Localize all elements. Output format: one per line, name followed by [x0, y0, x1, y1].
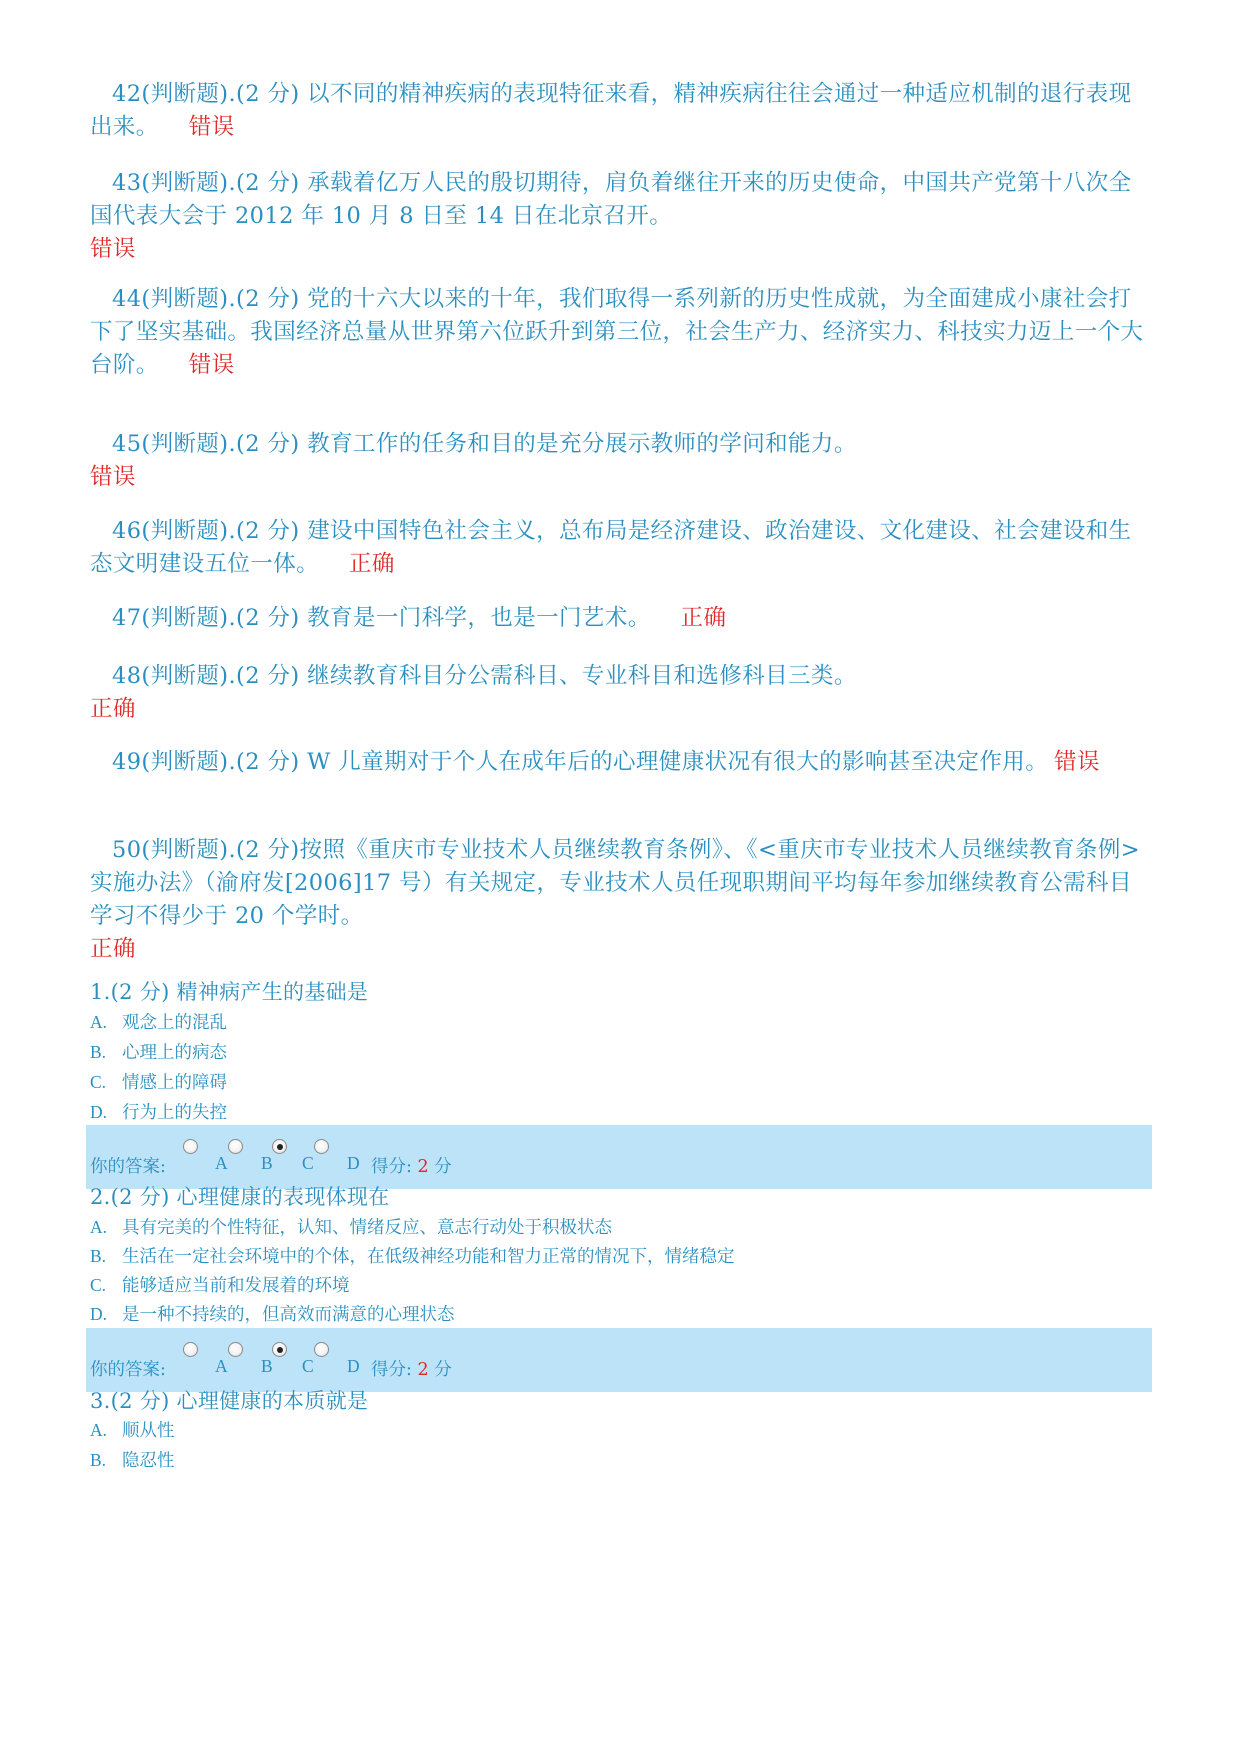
radio-d[interactable] [314, 1139, 329, 1154]
answer-text: 错误 [188, 114, 235, 140]
judgment-question-42 [90, 78, 1150, 144]
judgment-question-50 [90, 834, 1150, 966]
radio-label-d: D [347, 1153, 360, 1173]
score-value: 2 [417, 1360, 429, 1380]
radio-c-selected[interactable] [272, 1342, 287, 1357]
radio-label-a: A [215, 1153, 228, 1173]
answer-text: 错误 [90, 464, 136, 490]
answer-bar [86, 1125, 1152, 1189]
option-a: A. 具有完美的个性特征，认知、情绪反应、意志行动处于积极状态 [90, 1217, 612, 1238]
radio-label-d: D [347, 1356, 360, 1376]
mc-question-3: 3.(2 分) 心理健康的本质就是 [90, 1389, 369, 1413]
score: 得分: 2 分 [371, 1157, 452, 1177]
question-text: 46(判断题).(2 分) 建设中国特色社会主义，总布局是经济建设、政治建设、文化建设、社会建设和生态文明建设五位一体。 [90, 518, 1132, 577]
judgment-question-49 [90, 746, 1150, 779]
option-b: B. 生活在一定社会环境中的个体，在低级神经功能和智力正常的情况下，情绪稳定 [90, 1246, 735, 1267]
answer-text: 正确 [90, 696, 136, 722]
option-c: C. 能够适应当前和发展着的环境 [90, 1275, 350, 1296]
question-text: 44(判断题).(2 分) 党的十六大以来的十年，我们取得一系列新的历史性成就，为全面建成小康社会打下了坚实基础。我国经济总量从世界第六位跃升到第三位，社会生产力、经济实力、科技实力迈上一个大台阶。 [90, 286, 1144, 378]
answer-text: 错误 [1054, 749, 1100, 775]
answer-text: 正确 [90, 936, 136, 962]
score-value: 2 [417, 1157, 429, 1177]
question-text: 48(判断题).(2 分) 继续教育科目分公需科目、专业科目和选修科目三类。 [112, 663, 857, 689]
question-text: 42(判断题).(2 分) 以不同的精神疾病的表现特征来看，精神疾病往往会通过一种适应机制的退行表现出来。 [90, 81, 1132, 140]
option-d: D. 行为上的失控 [90, 1102, 227, 1123]
answer-text: 错误 [188, 352, 235, 378]
answer-text: 正确 [680, 605, 727, 631]
option-d: D. 是一种不持续的，但高效而满意的心理状态 [90, 1304, 455, 1325]
option-a: A. 顺从性 [90, 1420, 175, 1441]
mc-question-1: 1.(2 分) 精神病产生的基础是 [90, 980, 369, 1004]
judgment-question-48 [90, 660, 1150, 726]
radio-d[interactable] [314, 1342, 329, 1357]
radio-b[interactable] [228, 1342, 243, 1357]
question-text: 47(判断题).(2 分) 教育是一门科学，也是一门艺术。 [112, 605, 651, 631]
radio-label-c: C [302, 1153, 314, 1173]
radio-label-a: A [215, 1356, 228, 1376]
option-a: A. 观念上的混乱 [90, 1012, 227, 1033]
answer-bar [86, 1328, 1152, 1392]
judgment-question-44 [90, 283, 1150, 382]
judgment-question-45 [90, 428, 1150, 494]
judgment-question-46 [90, 515, 1150, 581]
answer-text: 错误 [90, 236, 136, 262]
question-text: 49(判断题).(2 分) W 儿童期对于个人在成年后的心理健康状况有很大的影响甚至决定作用。 [112, 749, 1049, 775]
question-text: 45(判断题).(2 分) 教育工作的任务和目的是充分展示教师的学问和能力。 [112, 431, 857, 457]
score: 得分: 2 分 [371, 1360, 452, 1380]
radio-label-c: C [302, 1356, 314, 1376]
radio-a[interactable] [183, 1139, 198, 1154]
mc-question-2: 2.(2 分) 心理健康的表现体现在 [90, 1185, 390, 1209]
answer-text: 正确 [349, 551, 395, 577]
radio-label-b: B [261, 1153, 273, 1173]
question-text: 50(判断题).(2 分)按照《重庆市专业技术人员继续教育条例》、《<重庆市专业技术人员继续教育条例>实施办法》（渝府发[2006]17 号）有关规定，专业技术人员任现职期间平均每年参加继续教育公需科目学习不得少于 20 个学时。 [90, 837, 1140, 929]
your-answer-label: 你的答案: [90, 1157, 166, 1177]
judgment-question-43 [90, 167, 1150, 266]
your-answer-label: 你的答案: [90, 1360, 166, 1380]
option-b: B. 隐忍性 [90, 1450, 175, 1471]
radio-b[interactable] [228, 1139, 243, 1154]
judgment-question-47 [90, 602, 1150, 635]
radio-label-b: B [261, 1356, 273, 1376]
radio-c-selected[interactable] [272, 1139, 287, 1154]
question-text: 43(判断题).(2 分) 承载着亿万人民的殷切期待，肩负着继往开来的历史使命，中国共产党第十八次全国代表大会于 2012 年 10 月 8 日至 14 日在北京召开。 [90, 170, 1132, 229]
radio-a[interactable] [183, 1342, 198, 1357]
option-b: B. 心理上的病态 [90, 1042, 227, 1063]
option-c: C. 情感上的障碍 [90, 1072, 227, 1093]
